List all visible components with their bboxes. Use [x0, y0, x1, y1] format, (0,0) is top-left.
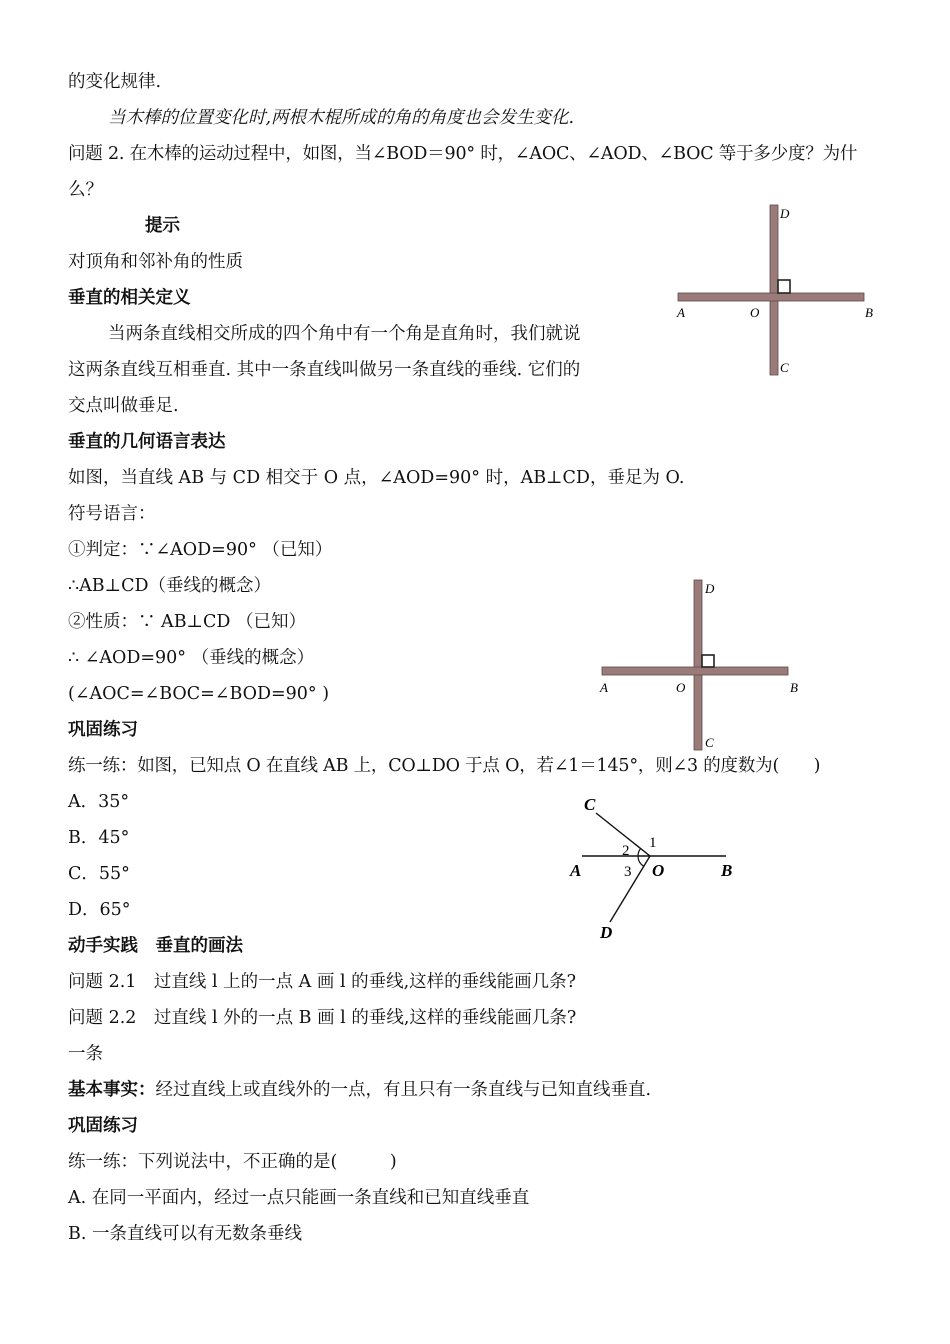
label-c: C [584, 795, 596, 814]
text-line: ①判定：∵∠AOD=90° （已知） [68, 540, 333, 560]
question-2: 问题 2. 在木棒的运动过程中，如图，当∠BOD＝90° 时，∠AOC、∠AOD、∠BOC 等于多少度？为什 [68, 144, 858, 164]
label-angle-2: 2 [622, 843, 630, 859]
text-line: ∴AB⊥CD（垂线的概念） [68, 576, 272, 596]
text-line: 当木棒的位置变化时,两根木棍所成的角的角度也会发生变化. [108, 108, 575, 128]
option-a: A．35° [68, 792, 130, 812]
label-o: O [652, 861, 665, 880]
section-heading: 垂直的几何语言表达 [68, 432, 226, 452]
angle-figure [560, 790, 760, 950]
basic-fact-text: 经过直线上或直线外的一点，有且只有一条直线与已知直线垂直. [155, 1080, 652, 1100]
exercise-2: 练一练：下列说法中，不正确的是( ) [68, 1152, 397, 1172]
perpendicular-figure-1 [670, 200, 890, 385]
text-line: ②性质：∵ AB⊥CD （已知） [68, 612, 307, 632]
text-line: 符号语言： [68, 504, 156, 524]
option-b: B. 一条直线可以有无数条垂线 [68, 1224, 302, 1244]
stick-ab [678, 293, 864, 301]
label-a: A [600, 680, 608, 695]
text-line: 么？ [68, 180, 103, 200]
text-line: (∠AOC=∠BOC=∠BOD=90° ) [68, 684, 330, 704]
basic-fact-label: 基本事实： [68, 1080, 156, 1100]
label-b: B [865, 305, 873, 320]
label-d: D [705, 581, 715, 596]
text-line: 如图，当直线 AB 与 CD 相交于 O 点，∠AOD=90° 时，AB⊥CD，垂足为 O. [68, 468, 685, 488]
section-heading: 巩固练习 [68, 1116, 138, 1136]
option-c: C．55° [68, 864, 130, 884]
text-line: 对顶角和邻补角的性质 [68, 252, 243, 272]
section-heading: 垂直的相关定义 [68, 288, 191, 308]
label-d: D [600, 923, 613, 942]
label-angle-3: 3 [624, 864, 632, 880]
label-c: C [780, 360, 789, 375]
label-o: O [676, 680, 686, 695]
text-line: ∴ ∠AOD=90° （垂线的概念） [68, 648, 315, 668]
label-b: B [790, 680, 798, 695]
angle-arc [638, 849, 641, 857]
text-line: 当两条直线相交所成的四个角中有一个角是直角时，我们就说 [108, 324, 581, 344]
label-o: O [750, 305, 760, 320]
option-d: D．65° [68, 900, 131, 920]
label-a: A [677, 305, 685, 320]
option-b: B．45° [68, 828, 130, 848]
text-line: 一条 [68, 1044, 103, 1064]
label-c: C [705, 735, 714, 750]
text-line: 的变化规律. [68, 72, 162, 92]
right-angle-mark [778, 280, 790, 293]
section-heading: 动手实践 垂直的画法 [68, 936, 243, 956]
exercise-1: 练一练：如图，已知点 O 在直线 AB 上，CO⊥DO 于点 O，若∠1＝145°，则∠3 的度数为( ) [68, 756, 821, 776]
label-d: D [780, 206, 790, 221]
section-heading: 巩固练习 [68, 720, 138, 740]
question-2-2: 问题 2.2 过直线 l 外的一点 B 画 l 的垂线,这样的垂线能画几条? [68, 1008, 577, 1028]
hint-heading: 提示 [145, 216, 180, 236]
perpendicular-figure-2 [594, 575, 814, 755]
label-angle-1: 1 [649, 835, 657, 851]
angle-arc [638, 856, 644, 866]
basic-fact [68, 1078, 651, 1102]
label-b: B [721, 861, 733, 880]
text-line: 交点叫做垂足. [68, 396, 179, 416]
right-angle-mark [702, 655, 714, 667]
label-a: A [570, 861, 582, 880]
stick-ab [602, 667, 788, 675]
question-2-1: 问题 2.1 过直线 l 上的一点 A 画 l 的垂线,这样的垂线能画几条? [68, 972, 577, 992]
option-a: A. 在同一平面内，经过一点只能画一条直线和已知直线垂直 [68, 1188, 530, 1208]
stick-cd [694, 580, 702, 750]
stick-cd [770, 205, 778, 375]
text-line: 这两条直线互相垂直. 其中一条直线叫做另一条直线的垂线. 它们的 [68, 360, 581, 380]
